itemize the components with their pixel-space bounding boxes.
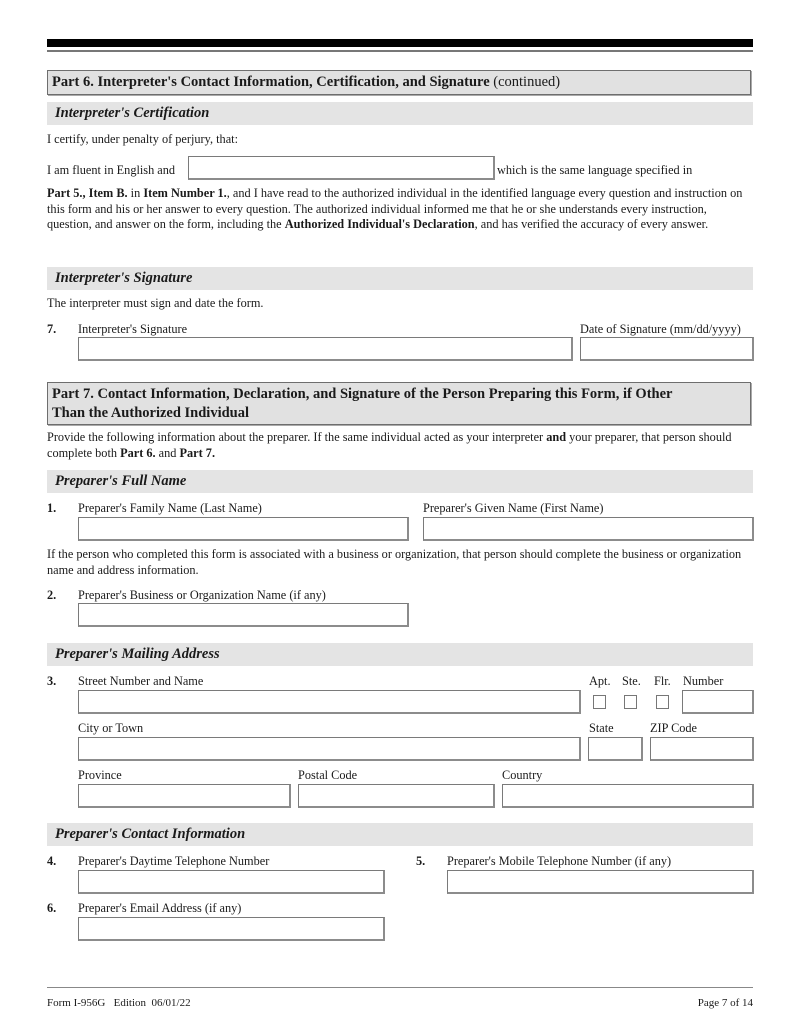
part6-continued: (continued) bbox=[489, 74, 561, 90]
footer-rule bbox=[47, 987, 753, 988]
intro-part7: Part 7. bbox=[179, 445, 216, 460]
part6-title: Part 6. Interpreter's Contact Information, Certification, and Signature bbox=[52, 74, 490, 90]
signature-intro: The interpreter must sign and date the form. bbox=[47, 296, 264, 310]
part7-intro bbox=[47, 430, 753, 461]
business-note: If the person who completed this form is associated with a business or organization, that person should complete the business or organization name and address information. bbox=[47, 547, 742, 577]
para-text-3: , and has verified the accuracy of every answer. bbox=[474, 217, 709, 232]
family-name-label: Preparer's Family Name (Last Name) bbox=[78, 501, 262, 515]
email-field[interactable] bbox=[78, 917, 385, 941]
ref-part5: Part 5., Item B. bbox=[47, 186, 128, 200]
signature-date-field[interactable] bbox=[580, 337, 754, 361]
item-number-3: 3. bbox=[47, 674, 57, 688]
apt-label: Apt. bbox=[589, 674, 611, 688]
street-label: Street Number and Name bbox=[78, 674, 204, 688]
signature-label: Interpreter's Signature bbox=[78, 322, 188, 336]
zip-field[interactable] bbox=[650, 737, 754, 761]
preparer-contact-heading: Preparer's Contact Information bbox=[47, 823, 753, 846]
page-number: Page 7 of 14 bbox=[697, 997, 753, 1009]
language-input[interactable] bbox=[188, 156, 495, 180]
flr-label: Flr. bbox=[654, 674, 671, 688]
province-field[interactable] bbox=[78, 784, 291, 808]
ste-checkbox[interactable] bbox=[624, 695, 637, 709]
ref-item1: Item Number 1. bbox=[143, 186, 227, 200]
family-name-field[interactable] bbox=[78, 517, 409, 541]
given-name-field[interactable] bbox=[423, 517, 754, 541]
city-field[interactable] bbox=[78, 737, 581, 761]
part6-header bbox=[47, 70, 751, 95]
postal-code-field[interactable] bbox=[298, 784, 495, 808]
number-label: Number bbox=[683, 674, 724, 688]
item-number-2: 2. bbox=[47, 588, 57, 602]
business-name-label: Preparer's Business or Organization Name (if any) bbox=[78, 588, 326, 602]
daytime-phone-label: Preparer's Daytime Telephone Number bbox=[78, 854, 270, 868]
interpreter-certification-heading: Interpreter's Certification bbox=[47, 102, 753, 125]
fluent-prefix: I am fluent in English and bbox=[47, 163, 176, 177]
email-label: Preparer's Email Address (if any) bbox=[78, 901, 242, 915]
certification-paragraph bbox=[47, 186, 753, 233]
intro-text-3: and bbox=[155, 445, 180, 460]
part7-title-line2: Than the Authorized Individual bbox=[52, 405, 250, 421]
part7-title-line1: Part 7. Contact Information, Declaration, and Signature of the Person Preparing this Form, if Other bbox=[52, 386, 673, 402]
certification-intro: I certify, under penalty of perjury, that: bbox=[47, 132, 238, 146]
part7-header bbox=[47, 382, 751, 425]
date-label: Date of Signature (mm/dd/yyyy) bbox=[580, 322, 741, 336]
flr-checkbox[interactable] bbox=[656, 695, 669, 709]
form-edition: Form I-956G Edition 06/01/22 bbox=[47, 997, 191, 1009]
intro-part6: Part 6. bbox=[120, 445, 156, 460]
top-rule-thin bbox=[47, 50, 753, 52]
intro-text-2: your preparer, that person should complete both bbox=[47, 430, 732, 460]
state-field[interactable] bbox=[588, 737, 643, 761]
item-number-6: 6. bbox=[47, 901, 57, 915]
para-text-1: in bbox=[127, 186, 144, 200]
country-field[interactable] bbox=[502, 784, 754, 808]
ste-label: Ste. bbox=[622, 674, 641, 688]
item-number-7: 7. bbox=[47, 322, 57, 336]
interpreter-signature-heading: Interpreter's Signature bbox=[47, 267, 753, 290]
province-label: Province bbox=[78, 768, 122, 782]
country-label: Country bbox=[502, 768, 543, 782]
para-text-2: , and I have read to the authorized individual in the identified language every question and instruction on this form and his or her answer to every question. The authorized individual informed me that he or she understands every instruction, question, and answer on the form, including the bbox=[47, 186, 743, 232]
ref-declaration: Authorized Individual's Declaration bbox=[284, 217, 475, 232]
postal-code-label: Postal Code bbox=[298, 768, 358, 782]
state-label: State bbox=[589, 721, 614, 735]
mobile-phone-label: Preparer's Mobile Telephone Number (if any) bbox=[447, 854, 672, 868]
city-label: City or Town bbox=[78, 721, 144, 735]
item-number-4: 4. bbox=[47, 854, 57, 868]
preparer-mailing-address-heading: Preparer's Mailing Address bbox=[47, 643, 753, 666]
intro-and: and bbox=[546, 430, 567, 444]
item-number-5: 5. bbox=[416, 854, 426, 868]
given-name-label: Preparer's Given Name (First Name) bbox=[423, 501, 604, 515]
daytime-phone-field[interactable] bbox=[78, 870, 385, 894]
preparer-full-name-heading: Preparer's Full Name bbox=[47, 470, 753, 493]
business-name-field[interactable] bbox=[78, 603, 409, 627]
apt-checkbox[interactable] bbox=[593, 695, 606, 709]
unit-number-field[interactable] bbox=[682, 690, 754, 714]
mobile-phone-field[interactable] bbox=[447, 870, 754, 894]
zip-label: ZIP Code bbox=[650, 721, 698, 735]
intro-text-1: Provide the following information about the preparer. If the same individual acted as your interpreter bbox=[47, 430, 547, 444]
interpreter-signature-field[interactable] bbox=[78, 337, 573, 361]
item-number-1: 1. bbox=[47, 501, 57, 515]
top-rule-thick bbox=[47, 39, 753, 47]
street-field[interactable] bbox=[78, 690, 581, 714]
fluent-suffix: which is the same language specified in bbox=[497, 163, 693, 177]
